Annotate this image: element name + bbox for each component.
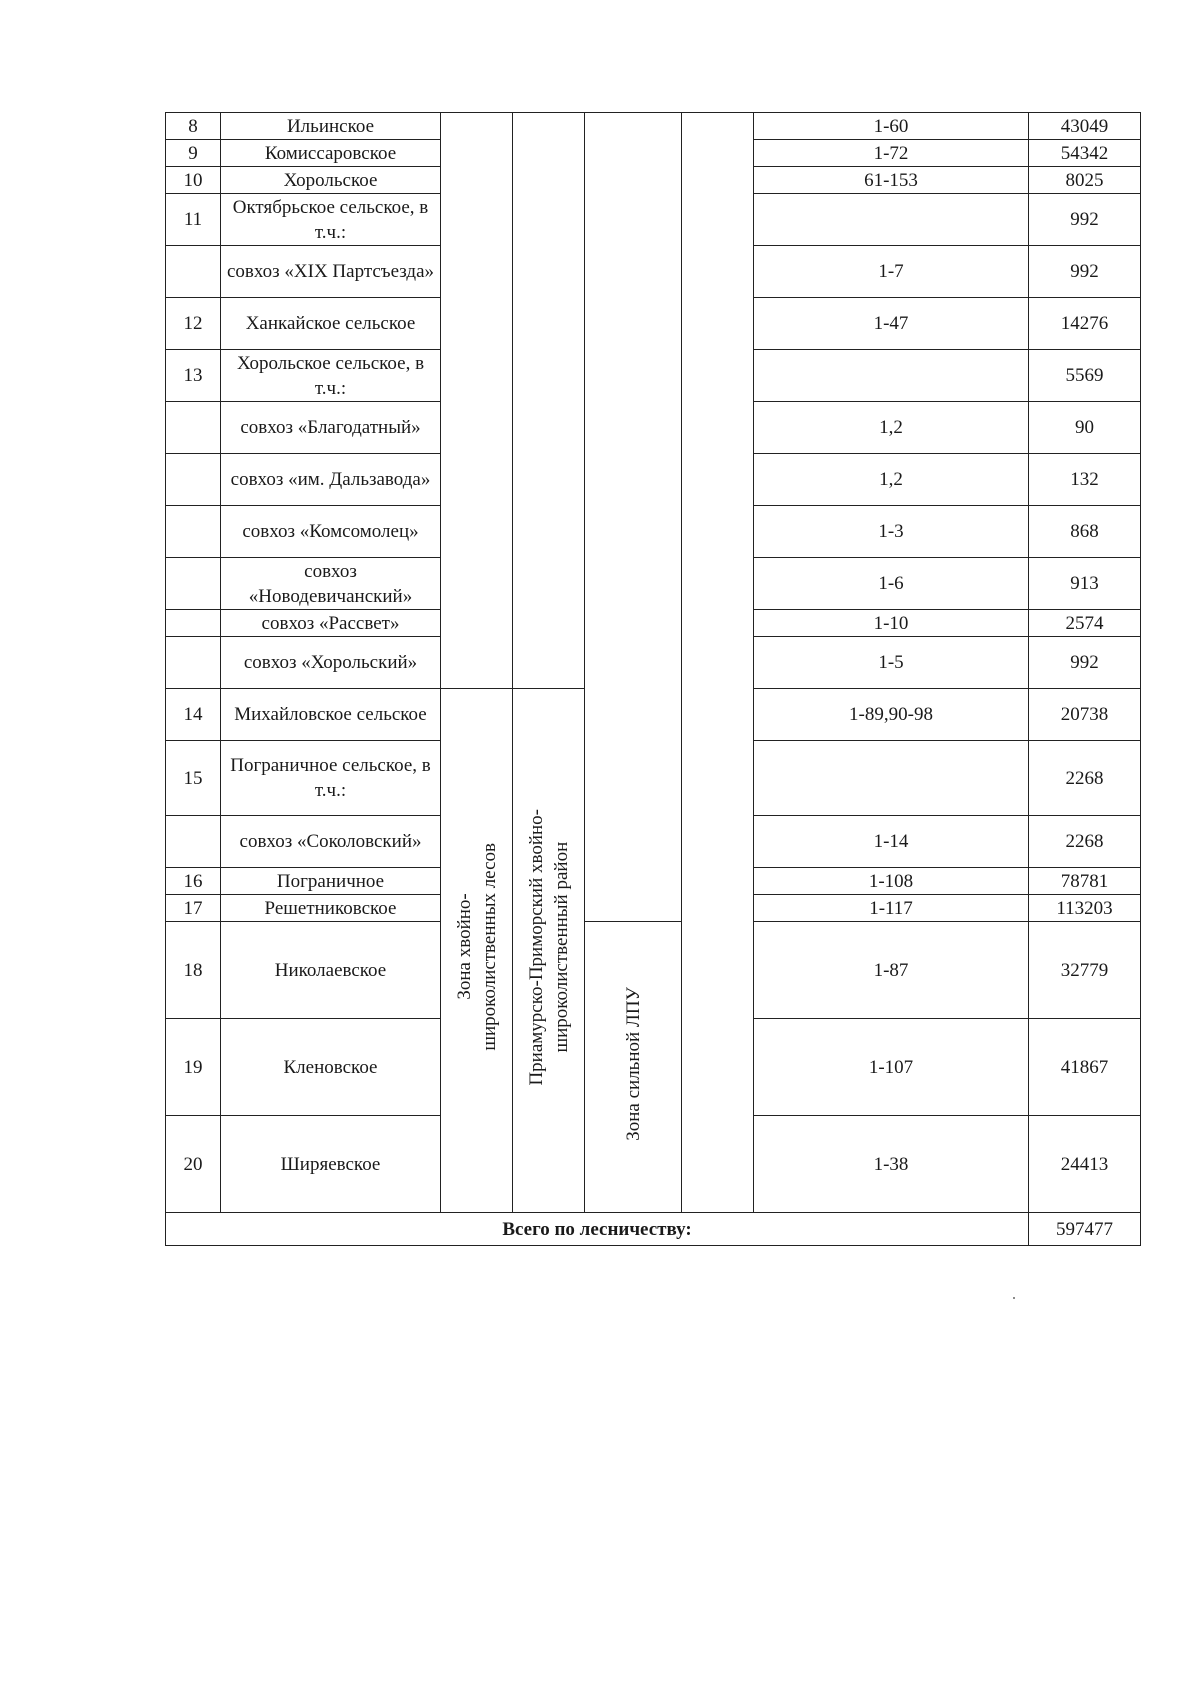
fire-zone-empty-cell bbox=[585, 113, 682, 922]
forest-zone-cell bbox=[441, 689, 513, 1213]
area-value: 41867 bbox=[1029, 1019, 1141, 1116]
forestry-name: Хорольское bbox=[221, 167, 441, 194]
quarter-numbers: 1-87 bbox=[754, 922, 1029, 1019]
forestry-name: совхоз «Соколовский» bbox=[221, 816, 441, 868]
area-value: 2268 bbox=[1029, 816, 1141, 868]
forestry-name: Михайловское сельское bbox=[221, 689, 441, 741]
row-number bbox=[166, 454, 221, 506]
quarter-numbers: 1-14 bbox=[754, 816, 1029, 868]
forestry-name: Пограничное bbox=[221, 868, 441, 895]
forestry-name: Ширяевское bbox=[221, 1116, 441, 1213]
forestry-name: совхоз «Комсомолец» bbox=[221, 506, 441, 558]
forestry-name: совхоз «им. Дальзавода» bbox=[221, 454, 441, 506]
quarter-numbers: 1-89,90-98 bbox=[754, 689, 1029, 741]
forestry-name: Хорольское сельское, в т.ч.: bbox=[221, 350, 441, 402]
forestry-name: Октябрьское сельское, в т.ч.: bbox=[221, 194, 441, 246]
forestry-name: Комиссаровское bbox=[221, 140, 441, 167]
row-number: 13 bbox=[166, 350, 221, 402]
area-value: 2574 bbox=[1029, 610, 1141, 637]
quarter-numbers: 1-107 bbox=[754, 1019, 1029, 1116]
area-value: 913 bbox=[1029, 558, 1141, 610]
table-row bbox=[166, 922, 1141, 1019]
quarter-numbers: 1-7 bbox=[754, 246, 1029, 298]
row-number: 17 bbox=[166, 895, 221, 922]
total-value: 597477 bbox=[1029, 1213, 1141, 1246]
forestry-name: совхоз «XIX Партсъезда» bbox=[221, 246, 441, 298]
quarter-numbers: 1-72 bbox=[754, 140, 1029, 167]
table-row bbox=[166, 113, 1141, 140]
forest-region-cell bbox=[513, 689, 585, 1213]
row-number: 19 bbox=[166, 1019, 221, 1116]
row-number: 9 bbox=[166, 140, 221, 167]
area-value: 868 bbox=[1029, 506, 1141, 558]
area-value: 5569 bbox=[1029, 350, 1141, 402]
forestry-name: Ханкайское сельское bbox=[221, 298, 441, 350]
area-value: 54342 bbox=[1029, 140, 1141, 167]
total-row bbox=[166, 1213, 1141, 1246]
region-empty-cell bbox=[513, 113, 585, 689]
quarter-numbers bbox=[754, 741, 1029, 816]
row-number: 20 bbox=[166, 1116, 221, 1213]
row-number bbox=[166, 816, 221, 868]
row-number: 10 bbox=[166, 167, 221, 194]
quarter-numbers: 1,2 bbox=[754, 402, 1029, 454]
zone-empty-cell bbox=[441, 113, 513, 689]
area-value: 24413 bbox=[1029, 1116, 1141, 1213]
fire-zone-label: Зона сильной ЛПУ bbox=[622, 986, 644, 1141]
quarter-numbers: 1-108 bbox=[754, 868, 1029, 895]
table-body bbox=[166, 113, 1141, 1246]
forest-region-label: Приамурско-Приморский хвойно- широколиственный район bbox=[525, 808, 572, 1086]
row-number bbox=[166, 558, 221, 610]
area-value: 2268 bbox=[1029, 741, 1141, 816]
forestry-name: совхоз «Хорольский» bbox=[221, 637, 441, 689]
quarter-numbers: 1,2 bbox=[754, 454, 1029, 506]
area-value: 78781 bbox=[1029, 868, 1141, 895]
forestry-name: Решетниковское bbox=[221, 895, 441, 922]
quarter-numbers: 1-60 bbox=[754, 113, 1029, 140]
forest-zone-label: Зона хвойно- широколиственных лесов bbox=[453, 843, 500, 1051]
forestry-name: совхоз «Благодатный» bbox=[221, 402, 441, 454]
row-number: 12 bbox=[166, 298, 221, 350]
area-value: 132 bbox=[1029, 454, 1141, 506]
scan-speck bbox=[1013, 1297, 1015, 1299]
quarter-numbers: 1-10 bbox=[754, 610, 1029, 637]
area-value: 43049 bbox=[1029, 113, 1141, 140]
forestry-name: Кленовское bbox=[221, 1019, 441, 1116]
row-number: 11 bbox=[166, 194, 221, 246]
area-value: 90 bbox=[1029, 402, 1141, 454]
area-value: 32779 bbox=[1029, 922, 1141, 1019]
row-number bbox=[166, 402, 221, 454]
total-label: Всего по лесничеству: bbox=[166, 1213, 1029, 1246]
quarter-numbers: 1-117 bbox=[754, 895, 1029, 922]
area-value: 20738 bbox=[1029, 689, 1141, 741]
row-number: 18 bbox=[166, 922, 221, 1019]
quarter-numbers: 61-153 bbox=[754, 167, 1029, 194]
quarter-numbers: 1-38 bbox=[754, 1116, 1029, 1213]
forestry-table bbox=[165, 112, 1141, 1246]
row-number: 16 bbox=[166, 868, 221, 895]
row-number: 8 bbox=[166, 113, 221, 140]
forestry-name: совхоз «Новодевичанский» bbox=[221, 558, 441, 610]
quarter-numbers: 1-6 bbox=[754, 558, 1029, 610]
row-number: 15 bbox=[166, 741, 221, 816]
quarter-numbers bbox=[754, 194, 1029, 246]
blank-column-cell bbox=[682, 113, 754, 1213]
quarter-numbers: 1-5 bbox=[754, 637, 1029, 689]
quarter-numbers: 1-47 bbox=[754, 298, 1029, 350]
forestry-name: совхоз «Рассвет» bbox=[221, 610, 441, 637]
forestry-name: Пограничное сельское, в т.ч.: bbox=[221, 741, 441, 816]
area-value: 992 bbox=[1029, 637, 1141, 689]
row-number: 14 bbox=[166, 689, 221, 741]
quarter-numbers bbox=[754, 350, 1029, 402]
area-value: 14276 bbox=[1029, 298, 1141, 350]
area-value: 992 bbox=[1029, 246, 1141, 298]
area-value: 992 bbox=[1029, 194, 1141, 246]
area-value: 8025 bbox=[1029, 167, 1141, 194]
quarter-numbers: 1-3 bbox=[754, 506, 1029, 558]
forestry-name: Ильинское bbox=[221, 113, 441, 140]
row-number bbox=[166, 637, 221, 689]
forestry-name: Николаевское bbox=[221, 922, 441, 1019]
area-value: 113203 bbox=[1029, 895, 1141, 922]
row-number bbox=[166, 246, 221, 298]
row-number bbox=[166, 610, 221, 637]
fire-zone-cell bbox=[585, 922, 682, 1213]
row-number bbox=[166, 506, 221, 558]
